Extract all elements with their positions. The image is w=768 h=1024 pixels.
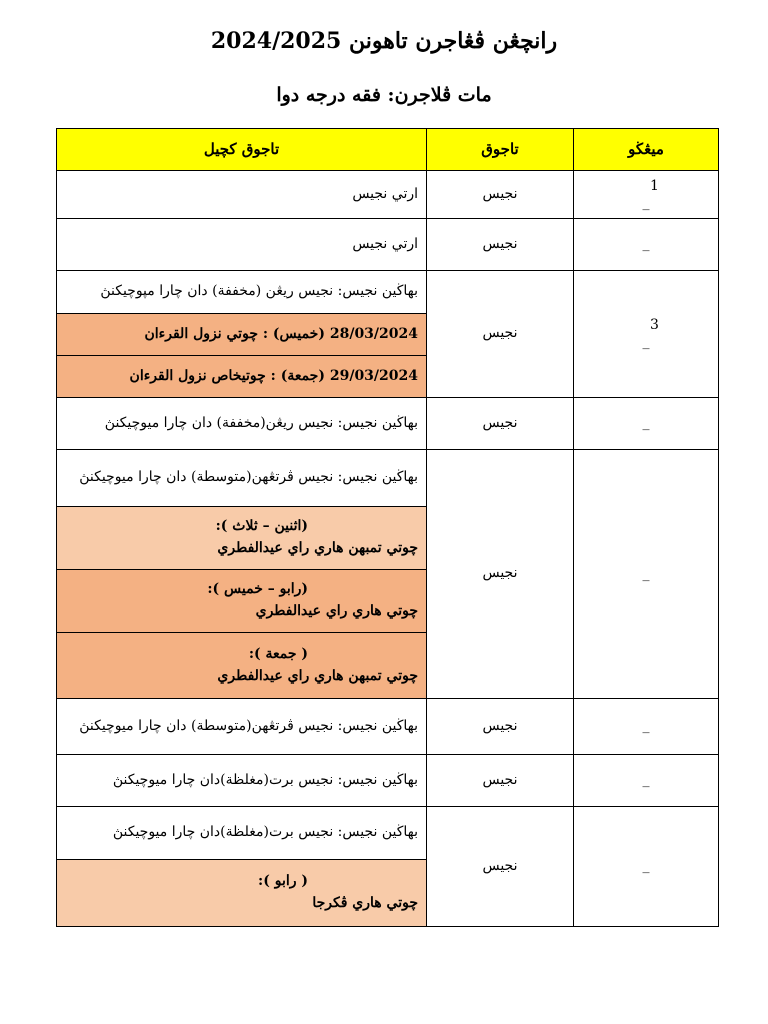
table-row [57,450,719,507]
subtopic-cell: ارتي نجيس [57,171,427,219]
week-cell [574,807,719,927]
holiday-days: ( رابو ): [258,873,308,890]
subtopic-cell: بهاڬين نجيس: نجيس ريڠن (مخففة) دان چارا مپوچيکنڽ [57,271,427,314]
subject-title: مات ڤلاجرن: فقه درجه دوا [276,84,492,106]
topic-cell: نجيس [427,755,574,807]
holiday-text: چوتي تمبهن هاري راي عيدالفطري [217,540,418,556]
table-row [57,699,719,755]
topic-cell: نجيس [427,171,574,219]
week-dash: _ [642,194,650,211]
week-cell [574,171,719,219]
topic-cell: نجيس [427,219,574,271]
holiday-note: 28/03/2024 (خميس) : چوتي نزول القرءان [57,314,427,356]
table-row [57,171,719,219]
holiday-note [57,633,427,699]
topic-cell: نجيس [427,271,574,398]
holiday-note [57,860,427,927]
subtopic-cell: بهاڬين نجيس: نجيس برت(مغلظة)دان چارا ميوچيکنڽ [57,807,427,860]
table-row [57,755,719,807]
subtopic-cell: بهاڬين نجيس: نجيس ڤرتڠهن(متوسطة) دان چارا ميوچيکنڽ [57,450,427,507]
column-header-topic: تاجوق [427,129,574,171]
table-row [57,398,719,450]
holiday-text: چوتي هاري ڤکرجا [312,895,418,911]
subtopic-cell: بهاڬين نجيس: نجيس برت(مغلظة)دان چارا ميوچيکنڽ [57,755,427,807]
holiday-days: (اثنين – ثلاث ): [215,518,308,535]
table-row [57,219,719,271]
page-title: رانچڠن ڤڠاجرن تاهونن 2024/2025 [210,28,558,54]
subtopic-cell: بهاڬين نجيس: نجيس ڤرتڠهن(متوسطة) دان چارا ميوچيکنڽ [57,699,427,755]
week-cell [574,271,719,398]
holiday-note [57,507,427,570]
table-header-row [57,129,719,171]
table-row [57,807,719,860]
week-dash: _ [642,718,650,735]
table-row [57,271,719,314]
week-dash: _ [642,334,650,350]
week-number: 3 [650,317,659,334]
week-cell [574,699,719,755]
holiday-text: چوتي هاري راي عيدالفطري [255,603,418,619]
topic-cell: نجيس [427,398,574,450]
column-header-subtopic: تاجوق کچيل [57,129,427,171]
holiday-note: 29/03/2024 (جمعة) : چوتيخاص نزول القرءان [57,356,427,398]
subtopic-cell: بهاڬين نجيس: نجيس ريڠن(مخففة) دان چارا ميوچيکنڽ [57,398,427,450]
holiday-days: (رابو – خميس ): [207,581,308,598]
topic-cell: نجيس [427,450,574,699]
topic-cell: نجيس [427,807,574,927]
week-dash: _ [642,236,650,253]
week-number: 1 [650,177,659,194]
week-cell [574,755,719,807]
week-cell [574,398,719,450]
subtopic-cell: ارتي نجيس [57,219,427,271]
week-dash: _ [642,565,650,582]
week-dash: _ [642,858,650,875]
topic-cell: نجيس [427,699,574,755]
holiday-note [57,570,427,633]
syllabus-table [56,128,719,927]
week-cell [574,450,719,699]
column-header-week: ميڠڬو [574,129,719,171]
week-dash: _ [642,415,650,432]
holiday-days: ( جمعة ): [248,645,308,662]
holiday-text: چوتي تمبهن هاري راي عيدالفطري [217,667,418,684]
week-dash: _ [642,772,650,789]
week-cell [574,219,719,271]
